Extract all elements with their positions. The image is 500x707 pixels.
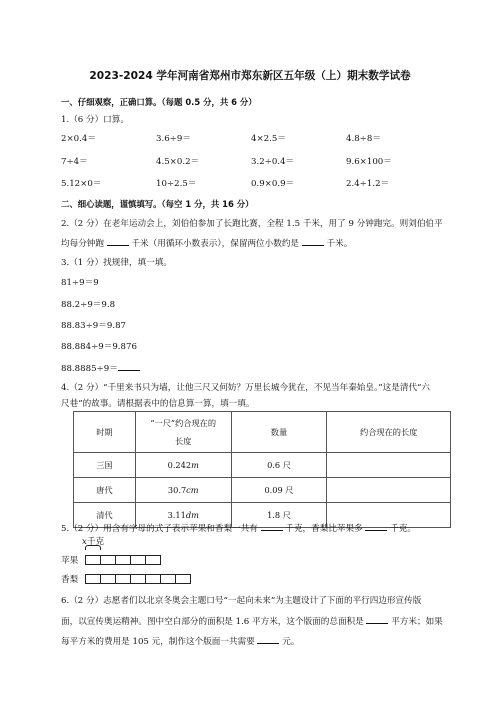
apple-cells: [85, 555, 160, 565]
pattern-line-1: 81÷9＝9: [61, 278, 99, 288]
section-2-heading: 二、细心读题，谨慎填写。（每空 1 分，共 16 分）: [61, 199, 254, 209]
header-quantity: 数量: [231, 412, 327, 453]
calc-row-1: [61, 132, 441, 144]
variable-label: x千克: [82, 537, 105, 547]
table-row: 三国 0.242m 0.6 尺: [74, 453, 451, 478]
pear-bar-row: [61, 573, 190, 585]
apple-label: 苹果: [61, 556, 79, 566]
question-6-line-2: 面，以宣传奥运精神。图中空白部分的面积是 1.6 平方米，这个版面的总面积是 平方米；如果: [61, 614, 443, 627]
calc-item: 9.6×100＝: [346, 157, 392, 167]
header-one-chi: “一尺”约合现在的 长度: [135, 412, 231, 453]
header-period: 时期: [74, 412, 136, 453]
question-6-line-3: 每平方米的费用是 105 元，制作这个版面一共需要 元。: [61, 634, 299, 647]
calc-row-2: [61, 155, 441, 167]
apple-bar-row: [61, 554, 160, 566]
answer-cell[interactable]: [327, 453, 451, 478]
question-2-line-1: 2.（2 分）在老年运动会上，刘伯伯参加了长跑比赛，全程 1.5 千米，用了 9 分钟跑完。则刘伯伯平: [61, 219, 443, 229]
answer-blank[interactable]: [261, 521, 283, 531]
calc-item: 2×0.4＝: [61, 134, 96, 144]
calc-item: 5.12×0＝: [61, 179, 102, 189]
pattern-line-4: 88.884÷9＝9.876: [61, 342, 137, 352]
question-3: 3.（1 分）找规律，填一填。: [61, 258, 172, 268]
answer-blank[interactable]: [365, 521, 387, 531]
calc-item: 3.2÷0.4＝: [251, 157, 295, 167]
calc-item: 0.9×0.9＝: [251, 179, 295, 189]
question-4-line-1: 4.（2 分）“千里来书只为墙，让他三尺又何妨？万里长城今犹在，不见当年秦始皇。”这是清代“六: [61, 383, 431, 393]
calc-item: 2.4÷1.2＝: [346, 179, 390, 189]
bar-model-diagram: [61, 535, 261, 587]
answer-blank[interactable]: [257, 634, 279, 644]
calc-row-3: [61, 177, 441, 189]
table-header-row: [74, 412, 451, 453]
header-modern-length: 约合现在的长度: [327, 412, 451, 453]
brace-mark: [85, 545, 101, 550]
pattern-line-3: 88.83÷9＝9.87: [61, 321, 126, 331]
section-1-heading: 一、仔细观察，正确口算。（每题 0.5 分，共 6 分）: [61, 97, 257, 107]
question-6-line-1: 6.（2 分）志愿者们以北京冬奥会主题口号“一起向未来”为主题设计了下面的平行四边形宣传版: [61, 596, 422, 606]
question-5: 5.（2 分）用含有字母的式子表示苹果和香梨一共有 千克，香梨比苹果多 千克。: [61, 521, 416, 534]
answer-cell[interactable]: [327, 478, 451, 503]
answer-blank[interactable]: [118, 361, 140, 371]
calc-item: 4.5×0.2＝: [156, 157, 200, 167]
answer-blank[interactable]: [366, 614, 388, 624]
calc-item: 4.8÷8＝: [346, 134, 381, 144]
table-row: 唐代 30.7cm 0.09 尺: [74, 478, 451, 503]
pattern-line-5: 88.8885÷9＝: [61, 361, 140, 374]
calc-item: 10÷2.5＝: [156, 179, 197, 189]
answer-blank[interactable]: [302, 236, 324, 246]
pear-label: 香梨: [61, 575, 79, 585]
calc-item: 4×2.5＝: [251, 134, 286, 144]
calc-item: 3.6÷9＝: [156, 134, 191, 144]
exam-title: 2023-2024 学年河南省郑州市郑东新区五年级（上）期末数学试卷: [89, 70, 411, 82]
question-2-line-2: 均每分钟跑 千米（用循环小数表示），保留两位小数约是 千米。: [61, 236, 352, 249]
question-1: 1.（6 分）口算。: [61, 115, 129, 125]
calc-item: 7÷4＝: [61, 157, 88, 167]
length-table: [73, 411, 451, 528]
table-row: 清代 3.11dm 1.8 尺: [74, 503, 451, 528]
pattern-line-2: 88.2÷9＝9.8: [61, 300, 116, 310]
answer-blank[interactable]: [107, 236, 129, 246]
pear-cells: [85, 574, 190, 584]
question-4-line-2: 尺巷”的故事。请根据表中的信息算一算，填一填。: [61, 399, 255, 409]
